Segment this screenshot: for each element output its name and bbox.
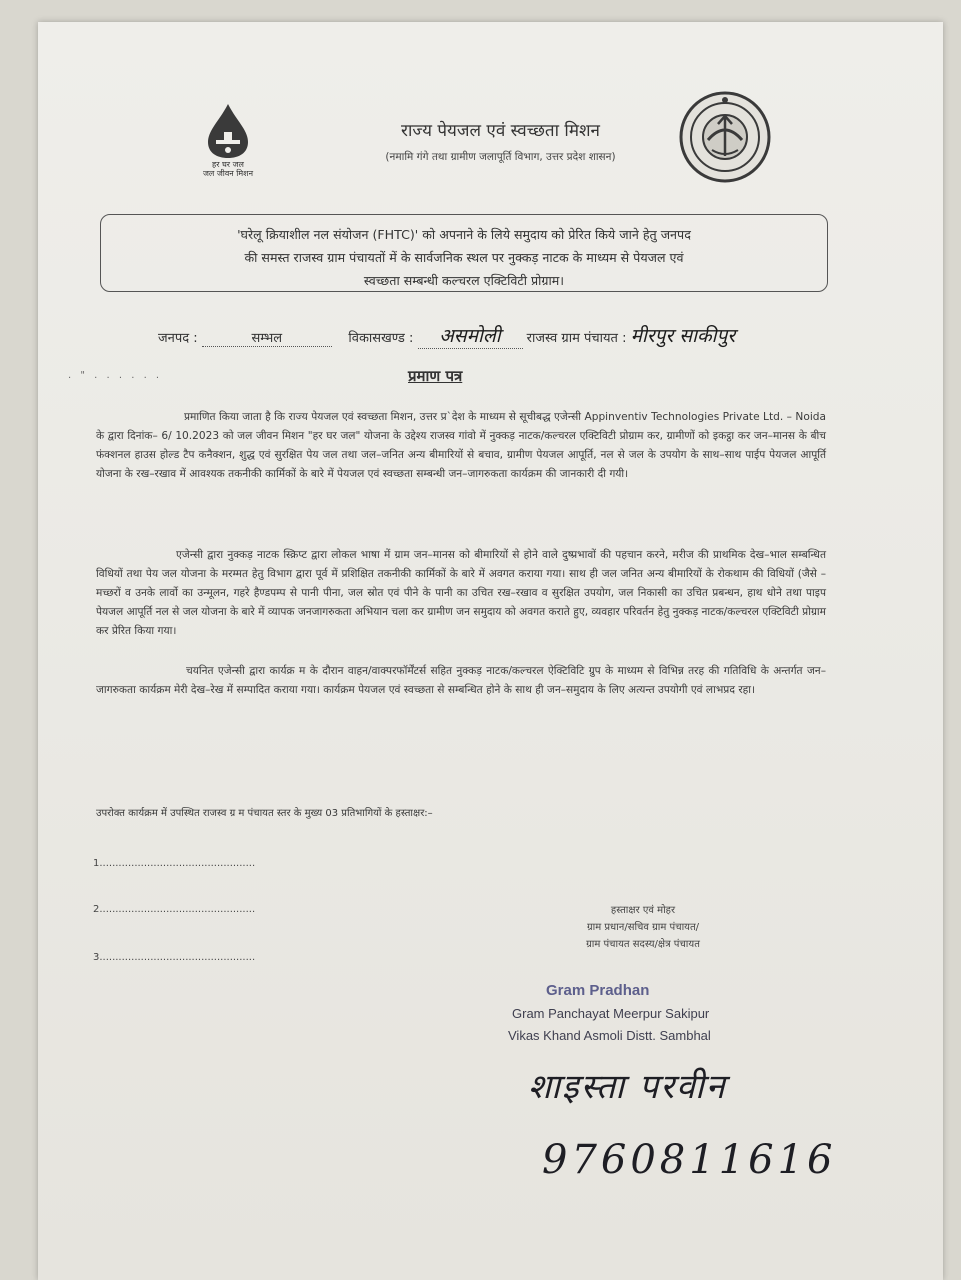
stamp-line-1: हस्ताक्षर एवं मोहर <box>610 905 676 916</box>
mission-subtitle: (नमामि गंगे तथा ग्रामीण जलापूर्ति विभाग, उत्तर प्रदेश शासन) <box>385 151 616 163</box>
panchayat-value: मीरपुर साकीपुर <box>630 325 736 347</box>
participant-signature-line-1: 1................................................. <box>93 858 256 869</box>
gram-pradhan-seal-line-2: Vikas Khand Asmoli Distt. Sambhal <box>508 1028 711 1043</box>
district-text: सम्भल <box>251 331 283 346</box>
stray-marks: . " . . . . . . <box>68 370 163 381</box>
block-label: विकासखण्ड : <box>348 331 414 346</box>
program-line-3: स्वच्छता सम्बन्धी कल्चरल एक्टिविटी प्रोग्राम। <box>363 273 565 288</box>
certificate-title: प्रमाण पत्र <box>408 367 463 385</box>
participant-signature-line-3: 3................................................. <box>93 952 256 963</box>
certificate-paragraph-1: प्रमाणित किया जाता है कि राज्य पेयजल एवं स्वच्छता मिशन, उत्तर प्र`देश के माध्यम से सूचीबद्ध एजेन्सी Appinventiv Technologies Private Ltd. – Noida के द्वारा दिनांक– 6/ 10.2023 को जल जीवन मिशन "हर घर जल" योजना के उद्देश्य राजस्व गांवो में नुक्कड़ नाटक/कल्चरल एक्टिविटी प्रोग्राम कर, ग्रामीणों को इकट्ठा कर जन–मानस के बीच फंक्शनल हाउस होल्ड टैप कनैक्शन, शुद्ध एवं सुरक्षित पेय जल तथा जल–जनित अन्य बीमारियों से बचाव, ग्रामीण पेयजल आपूर्ति, नल से जल के उपयोग के साथ–साथ पाईप पेयजल आपूर्ति योजना के रख–रखाव में आवश्यक तकनीकी कार्मिकों के बारे में पेयजल एवं स्वच्छता सम्बन्धी जन–जागरुकता कार्यक्रम की जानकारी दी गयी। <box>96 411 826 480</box>
participants-intro: उपरोक्त कार्यक्रम में उपस्थित राजस्व ग्र म पंचायत स्तर के मुख्य 03 प्रतिभागियों के हस्ताक्षर:– <box>96 808 433 819</box>
district-label: जनपद : <box>158 331 198 346</box>
block-value <box>418 322 523 349</box>
district-value <box>202 328 332 347</box>
program-line-2: की समस्त राजस्व ग्राम पंचायतों में के सार्वजनिक स्थल पर नुक्कड़ नाटक के माध्यम से पेयजल एवं <box>244 250 684 265</box>
mission-title: राज्य पेयजल एवं स्वच्छता मिशन <box>401 121 600 141</box>
program-description-box <box>100 214 828 292</box>
block-text: असमोली <box>439 325 501 347</box>
stamp-line-2: ग्राम प्रधान/सचिव ग्राम पंचायत/ <box>586 922 700 933</box>
signature-stamp-block <box>538 902 748 953</box>
handwritten-signature-name: शाइस्ता परवीन <box>528 1067 727 1107</box>
location-fields <box>158 322 918 349</box>
certificate-paper <box>38 22 943 1280</box>
program-line-1: 'घरेलू क्रियाशील नल संयोजन (FHTC)' को अपनाने के लिये समुदाय को प्रेरित किये जाने हेतु जनपद <box>237 227 691 242</box>
participant-signature-line-2: 2................................................. <box>93 904 256 915</box>
certificate-paragraph-3: चयनित एजेन्सी द्वारा कार्यक्र म के दौरान वाहन/वाक्परफॉर्मेंटर्स सहित नुक्कड़ नाटक/कल्चरल ऐक्टिविटि ग्रुप के माध्यम से विभिन्न तरह की गतिविधि के अन्तर्गत जन–जागरुकता कार्यक्रम मेरी देख–रेख में सम्पादित कराया गया। कार्यक्रम पेयजल एवं स्वच्छता से सम्बन्धित होने के साथ ही जन–समुदाय के लिए अत्यन्त उपयोगी एवं लाभप्रद रहा। <box>96 665 826 696</box>
stamp-line-3: ग्राम पंचायत सदस्य/क्षेत्र पंचायत <box>586 939 700 950</box>
handwritten-phone-number: 9760811616 <box>542 1137 837 1183</box>
gram-pradhan-seal-line-1: Gram Panchayat Meerpur Sakipur <box>512 1006 710 1021</box>
logo-tagline: हर घर जल जल जीवन मिशन <box>202 160 254 178</box>
gram-pradhan-seal-title: Gram Pradhan <box>546 982 650 999</box>
panchayat-label: राजस्व ग्राम पंचायत : <box>526 331 627 346</box>
certificate-paragraph-2: एजेन्सी द्वारा नुक्कड़ नाटक स्क्रिप्ट द्वारा लोकल भाषा में ग्राम जन–मानस को बीमारियों से होने वाले दुष्प्रभावों की पहचान करने, मरीज की प्राथमिक देख–भाल सम्बन्धित विधियों तथा पेय जल योजना के मरम्मत हेतु विभाग द्वारा पूर्व में प्रशिक्षित तकनीकी कार्मिकों के बारे में अवगत कराया गया। साथ ही जल जनित अन्य बीमारियों के रोकथाम की विधियों (जैसे –मच्छरों व उनके लार्वो का उन्मूलन, गहरे हैण्डपम्प से पानी पीना, जल स्रोत एवं पीने के पानी का उचित रख–रखाव व सुरक्षित उपयोग, जल निकासी का उचित प्रबन्धन, हाथ धोने तथा पाइप पेयजल आपूर्ति नल से जल योजना के बारे में व्यापक जनजागरुकता अभियान चला कर ग्रामीण जन समुदाय को अवगत कराते हुए, व्यवहार परिवर्तन हेतु नुक्कड़ नाटक/कल्चरल एक्टिविटी प्रोग्राम कर प्रेरित किया गया। <box>96 549 826 637</box>
